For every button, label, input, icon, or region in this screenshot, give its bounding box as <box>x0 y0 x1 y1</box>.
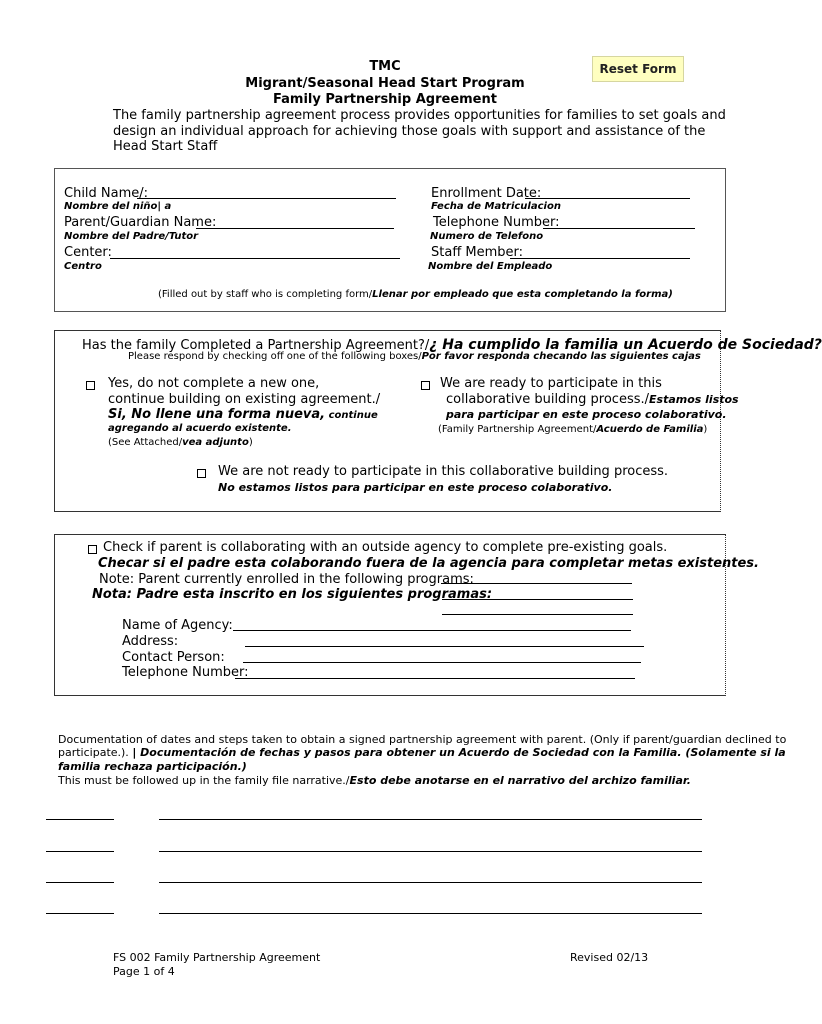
outside-agency-label-es: Checar si el padre esta colaborando fuera de la agencia para completar metas existentes. <box>98 556 759 571</box>
ready-label-2-en: collaborative building process./ <box>446 392 650 407</box>
ready-ref-en: (Family Partnership Agreement/ <box>438 424 597 435</box>
telephone-input[interactable] <box>543 228 695 229</box>
staff-member-input[interactable] <box>510 258 690 259</box>
agreement-instruction-es: Por favor responda checando las siguientes cajas <box>421 351 701 362</box>
telephone-label: Telephone Number: <box>433 215 560 230</box>
parent-name-label: Parent/Guardian Name: <box>64 215 217 230</box>
program-input-1[interactable] <box>441 583 632 584</box>
ready-reference <box>438 424 707 435</box>
ready-label-es: para participar en este proceso colaborativo. <box>446 408 727 421</box>
outside-agency-label: Check if parent is collaborating with an outside agency to complete pre-existing goals. <box>103 540 668 555</box>
agency-name-input[interactable] <box>233 630 631 631</box>
doc-date-input-2[interactable] <box>46 851 114 852</box>
agreement-instruction-en: Please respond by checking off one of the following boxes/ <box>128 351 422 362</box>
doc-step-input-4[interactable] <box>159 913 702 914</box>
agency-contact-input[interactable] <box>243 662 641 663</box>
ready-label-2-es: Estamos listos <box>649 393 739 406</box>
yes-existing-es-continue: continue <box>325 410 378 421</box>
form-title: Family Partnership Agreement <box>273 92 497 107</box>
attached-close: ) <box>248 437 253 448</box>
yes-existing-label-es-2: agregando al acuerdo existente. <box>108 423 292 434</box>
agency-telephone-input[interactable] <box>235 678 635 679</box>
documentation-line-3: familia rechaza participación.) <box>58 760 247 773</box>
not-ready-label: We are not ready to participate in this collaborative building process. <box>218 464 669 479</box>
agreement-question-en: Has the family Completed a Partnership Agreement?/ <box>82 338 430 353</box>
outside-agency-checkbox[interactable] <box>88 545 97 554</box>
agency-address-input[interactable] <box>245 646 644 647</box>
child-name-label: Child Name/: <box>64 186 149 201</box>
center-label: Center: <box>64 245 112 260</box>
enrollment-date-input[interactable] <box>525 198 690 199</box>
documentation-line-4 <box>58 774 691 787</box>
programs-note-label-es: Nota: Padre esta inscrito en los siguientes programas: <box>92 587 493 602</box>
documentation-line-4-en: This must be followed up in the family file narrative./ <box>58 774 350 787</box>
doc-date-input-1[interactable] <box>46 819 114 820</box>
enrollment-date-label: Enrollment Date: <box>431 186 542 201</box>
agency-telephone-label: Telephone Number: <box>122 665 249 680</box>
documentation-line-2-es: | Documentación de fechas y pasos para obtener un Acuerdo de Sociedad con la Familia. (Solamente si la <box>132 746 786 759</box>
footer-revised: Revised 02/13 <box>570 951 649 964</box>
org-name: TMC <box>369 59 401 74</box>
documentation-line-4-es: Esto debe anotarse en el narrativo del archizo familiar. <box>349 774 691 787</box>
program-input-2[interactable] <box>442 599 633 600</box>
doc-step-input-2[interactable] <box>159 851 702 852</box>
agency-contact-label: Contact Person: <box>122 650 225 665</box>
intro-line-3: Head Start Staff <box>113 139 218 154</box>
program-input-3[interactable] <box>442 614 633 615</box>
intro-line-2: design an individual approach for achieving those goals with support and assistance of the <box>113 124 706 139</box>
ready-ref-close: ) <box>703 424 708 435</box>
reset-form-button[interactable]: Reset Form <box>592 56 684 82</box>
doc-date-input-4[interactable] <box>46 913 114 914</box>
ready-label-1: We are ready to participate in this <box>440 376 662 391</box>
attached-es: vea adjunto <box>182 437 249 448</box>
ready-ref-es: Acuerdo de Familia <box>596 424 704 435</box>
center-input[interactable] <box>110 258 400 259</box>
intro-line-1: The family partnership agreement process provides opportunities for families to set goals and <box>113 108 726 123</box>
footer-page-number: Page 1 of 4 <box>113 965 175 978</box>
yes-existing-label-es <box>108 407 378 422</box>
agency-name-label: Name of Agency: <box>122 618 233 633</box>
doc-date-input-3[interactable] <box>46 882 114 883</box>
yes-existing-label-2: continue building on existing agreement./ <box>108 392 381 407</box>
yes-existing-es-main: Si, No llene una forma nueva, <box>108 407 326 422</box>
staff-member-label: Staff Member: <box>431 245 524 260</box>
center-label-es: Centro <box>64 261 102 272</box>
staff-note <box>158 289 673 300</box>
staff-note-es: Llenar por empleado que esta completando la forma) <box>372 289 673 300</box>
child-name-input[interactable] <box>137 198 396 199</box>
program-title: Migrant/Seasonal Head Start Program <box>245 76 525 91</box>
yes-existing-attached <box>108 437 253 448</box>
parent-name-label-es: Nombre del Padre/Tutor <box>64 231 199 242</box>
staff-member-label-es: Nombre del Empleado <box>428 261 553 272</box>
footer-form-id: FS 002 Family Partnership Agreement <box>113 951 321 964</box>
yes-existing-checkbox[interactable] <box>86 381 95 390</box>
enrollment-date-label-es: Fecha de Matriculacion <box>431 201 561 212</box>
telephone-label-es: Numero de Telefono <box>430 231 544 242</box>
attached-en: (See Attached/ <box>108 437 183 448</box>
documentation-line-1: Documentation of dates and steps taken to obtain a signed partnership agreement with parent. (Only if parent/guardian declined to <box>58 733 787 746</box>
documentation-line-2 <box>58 746 786 759</box>
doc-step-input-3[interactable] <box>159 882 702 883</box>
ready-label-2 <box>446 392 739 407</box>
yes-existing-label-1: Yes, do not complete a new one, <box>108 376 320 391</box>
not-ready-checkbox[interactable] <box>197 469 206 478</box>
not-ready-label-es: No estamos listos para participar en este proceso colaborativo. <box>218 481 613 494</box>
agreement-instruction <box>128 351 701 362</box>
parent-name-input[interactable] <box>196 228 394 229</box>
documentation-line-2-en: participate.). <box>58 746 133 759</box>
ready-checkbox[interactable] <box>421 381 430 390</box>
child-name-label-es: Nombre del niño| a <box>64 201 172 212</box>
doc-step-input-1[interactable] <box>159 819 702 820</box>
agency-address-label: Address: <box>122 634 179 649</box>
programs-note-label: Note: Parent currently enrolled in the following programs: <box>99 572 474 587</box>
agreement-question-es: ¿ Ha cumplido la familia un Acuerdo de Sociedad? <box>429 337 822 353</box>
staff-note-en: (Filled out by staff who is completing form/ <box>158 289 373 300</box>
